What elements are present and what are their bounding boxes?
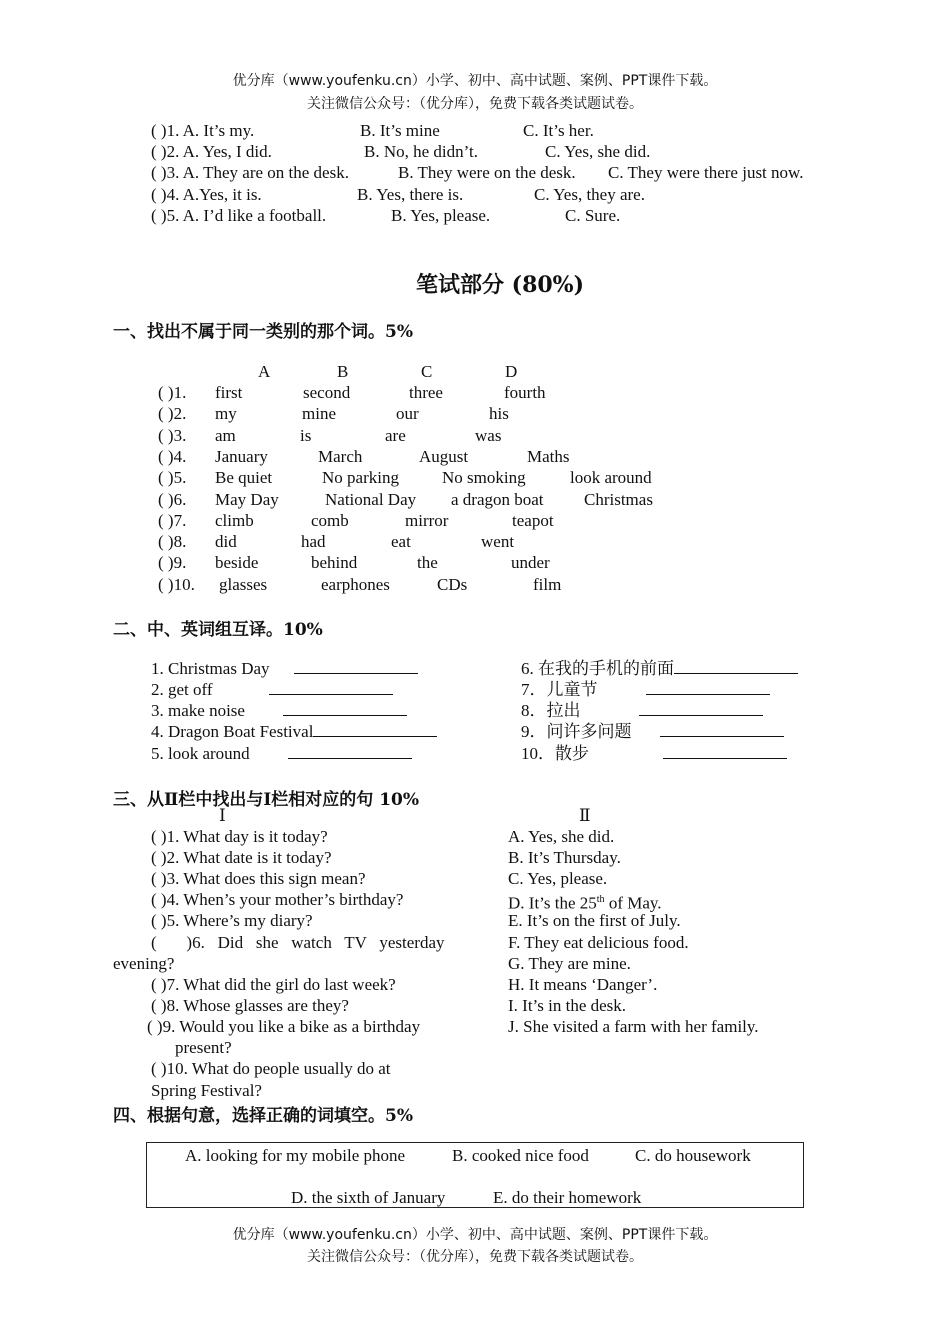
row-number: ( )6. bbox=[158, 489, 187, 509]
option-d: was bbox=[475, 425, 502, 445]
answer-blank[interactable] bbox=[639, 700, 763, 716]
row-number: ( )7. bbox=[158, 510, 187, 530]
option-c: are bbox=[385, 425, 406, 445]
listening-q5-c: C. Sure. bbox=[565, 206, 621, 225]
answer-blank[interactable] bbox=[674, 658, 798, 674]
option-c: a dragon boat bbox=[451, 489, 544, 509]
option-b: March bbox=[318, 446, 363, 466]
option-c: mirror bbox=[405, 510, 449, 530]
word-option-b: B. cooked nice food bbox=[452, 1146, 589, 1165]
option-c: the bbox=[417, 553, 438, 573]
answer-blank[interactable] bbox=[294, 658, 418, 674]
option-a: January bbox=[215, 446, 268, 466]
word-option-e: E. do their homework bbox=[493, 1188, 642, 1207]
match-question-cont: evening? bbox=[113, 954, 175, 973]
match-question-cont: present? bbox=[175, 1038, 232, 1057]
section3-title: 三、从Ⅱ栏中找出与Ⅰ栏相对应的句 10% bbox=[113, 790, 420, 810]
match-question: ( )8. Whose glasses are they? bbox=[151, 996, 349, 1015]
option-d: his bbox=[489, 404, 509, 424]
row-number: ( )10. bbox=[158, 574, 195, 594]
option-a: Be quiet bbox=[215, 468, 273, 488]
match-question: ( )7. What did the girl do last week? bbox=[151, 975, 396, 994]
match-answer: A. Yes, she did. bbox=[508, 827, 615, 846]
row-number: ( )8. bbox=[158, 532, 187, 552]
match-answer: F. They eat delicious food. bbox=[508, 933, 689, 952]
row-number: ( )4. bbox=[158, 446, 187, 466]
listening-q5-b: B. Yes, please. bbox=[391, 206, 491, 225]
row-number: ( )3. bbox=[158, 425, 187, 445]
listening-q1: ( )1. A. It’s my. bbox=[151, 121, 255, 140]
listening-q3: ( )3. A. They are on the desk. bbox=[151, 163, 349, 182]
match-question: ( )2. What date is it today? bbox=[151, 848, 332, 867]
row-number: ( )9. bbox=[158, 553, 187, 573]
column-ii-label: Ⅱ bbox=[579, 806, 591, 825]
match-answer: B. It’s Thursday. bbox=[508, 848, 621, 867]
answer-blank[interactable] bbox=[269, 679, 393, 695]
section1-title: 一、找出不属于同一类别的那个词。5% bbox=[113, 322, 413, 342]
match-question: ( )1. What day is it today? bbox=[151, 827, 328, 846]
listening-q1-b: B. It’s mine bbox=[360, 121, 440, 140]
header-line-1: 优分库（www.youfenku.cn）小学、初中、高中试题、案例、PPT课件下载。 bbox=[232, 73, 718, 89]
match-answer: D. It’s the 25th of May. bbox=[508, 893, 662, 913]
col-header-d: D bbox=[505, 362, 518, 381]
column-i-label: Ⅰ bbox=[219, 806, 226, 825]
phrase-1: 1. Christmas Day bbox=[151, 658, 418, 679]
listening-q3-c: C. They were there just now. bbox=[608, 163, 804, 182]
option-d: teapot bbox=[512, 510, 554, 530]
option-d: fourth bbox=[504, 383, 546, 402]
word-bank-box bbox=[146, 1142, 804, 1208]
row-number: ( )2. bbox=[158, 404, 187, 424]
option-b: No parking bbox=[322, 468, 399, 488]
option-b: behind bbox=[311, 553, 358, 573]
listening-q5: ( )5. A. I’d like a football. bbox=[151, 206, 327, 225]
word-option-c: C. do housework bbox=[635, 1146, 751, 1165]
match-question: ( )10. What do people usually do at bbox=[151, 1059, 391, 1078]
option-b: mine bbox=[302, 404, 336, 424]
phrase-10: 10．散步 bbox=[521, 743, 787, 764]
match-question: ( )5. Where’s my diary? bbox=[151, 911, 313, 930]
option-c: August bbox=[419, 446, 469, 466]
col-header-c: C bbox=[421, 362, 433, 381]
row-number: ( )5. bbox=[158, 468, 187, 488]
section2-title: 二、中、英词组互译。10% bbox=[113, 620, 323, 640]
match-question: ( )9. Would you like a bike as a birthday bbox=[147, 1017, 421, 1036]
listening-q2-b: B. No, he didn’t. bbox=[364, 142, 478, 161]
listening-q4-b: B. Yes, there is. bbox=[357, 185, 464, 204]
phrase-4: 4. Dragon Boat Festival bbox=[151, 721, 437, 742]
phrase-8: 8．拉出 bbox=[521, 700, 763, 721]
match-question: ( )6. Did she watch TV yesterday bbox=[151, 933, 445, 952]
written-part-title: 笔试部分 (80%) bbox=[416, 272, 584, 298]
answer-blank[interactable] bbox=[646, 679, 770, 695]
match-answer: I. It’s in the desk. bbox=[508, 996, 627, 1015]
col-header-a: A bbox=[258, 362, 271, 381]
answer-blank[interactable] bbox=[663, 743, 787, 759]
option-b: National Day bbox=[325, 489, 417, 509]
match-question: ( )4. When’s your mother’s birthday? bbox=[151, 890, 404, 909]
option-d: Christmas bbox=[584, 489, 653, 509]
row-number: ( )1. bbox=[158, 383, 187, 402]
option-d: look around bbox=[570, 468, 652, 488]
option-a: did bbox=[215, 532, 237, 552]
option-a: climb bbox=[215, 510, 254, 530]
answer-blank[interactable] bbox=[283, 700, 407, 716]
listening-q2-c: C. Yes, she did. bbox=[545, 142, 651, 161]
phrase-3: 3. make noise bbox=[151, 700, 407, 721]
listening-q4-c: C. Yes, they are. bbox=[534, 185, 645, 204]
phrase-5: 5. look around bbox=[151, 743, 412, 764]
listening-q4: ( )4. A.Yes, it is. bbox=[151, 185, 262, 204]
option-b: had bbox=[301, 532, 326, 552]
listening-q3-b: B. They were on the desk. bbox=[398, 163, 576, 182]
match-answer: E. It’s on the first of July. bbox=[508, 911, 681, 930]
option-a: May Day bbox=[215, 489, 279, 509]
option-c: CDs bbox=[437, 574, 468, 594]
option-a: my bbox=[215, 404, 237, 424]
option-b: earphones bbox=[321, 574, 390, 594]
option-b: second bbox=[303, 383, 351, 402]
match-question-cont: Spring Festival? bbox=[151, 1081, 262, 1100]
footer-line-2: 关注微信公众号：（优分库），免费下载各类试题试卷。 bbox=[307, 1249, 643, 1265]
listening-q1-c: C. It’s her. bbox=[523, 121, 594, 140]
match-answer: J. She visited a farm with her family. bbox=[508, 1017, 759, 1036]
header-line-2: 关注微信公众号：（优分库），免费下载各类试题试卷。 bbox=[307, 96, 643, 112]
option-c: eat bbox=[391, 532, 411, 552]
match-answer: C. Yes, please. bbox=[508, 869, 608, 888]
option-d: went bbox=[481, 532, 515, 552]
word-option-a: A. looking for my mobile phone bbox=[185, 1146, 406, 1165]
answer-blank[interactable] bbox=[288, 743, 412, 759]
option-d: under bbox=[511, 553, 550, 573]
match-answer: G. They are mine. bbox=[508, 954, 631, 973]
listening-q2: ( )2. A. Yes, I did. bbox=[151, 142, 272, 161]
option-c: three bbox=[409, 383, 443, 402]
option-a: first bbox=[215, 383, 243, 402]
match-question: ( )3. What does this sign mean? bbox=[151, 869, 366, 888]
answer-blank[interactable] bbox=[313, 721, 437, 737]
match-answer: H. It means ‘Danger’. bbox=[508, 975, 658, 994]
option-c: No smoking bbox=[442, 468, 526, 488]
phrase-9: 9．问许多问题 bbox=[521, 721, 784, 742]
option-a: glasses bbox=[219, 574, 268, 594]
phrase-2: 2. get off bbox=[151, 679, 393, 700]
option-d: Maths bbox=[527, 446, 570, 466]
col-header-b: B bbox=[337, 362, 349, 381]
option-d: film bbox=[533, 574, 562, 594]
option-a: beside bbox=[215, 553, 259, 573]
phrase-6: 6. 在我的手机的前面 bbox=[521, 658, 798, 679]
word-option-d: D. the sixth of January bbox=[291, 1188, 446, 1207]
option-b: comb bbox=[311, 510, 349, 530]
phrase-7: 7．儿童节 bbox=[521, 679, 770, 700]
section4-title: 四、根据句意，选择正确的词填空。5% bbox=[113, 1106, 413, 1126]
option-b: is bbox=[300, 425, 312, 445]
answer-blank[interactable] bbox=[660, 721, 784, 737]
footer-line-1: 优分库（www.youfenku.cn）小学、初中、高中试题、案例、PPT课件下载。 bbox=[232, 1227, 718, 1243]
option-c: our bbox=[396, 404, 419, 424]
option-a: am bbox=[215, 425, 236, 445]
